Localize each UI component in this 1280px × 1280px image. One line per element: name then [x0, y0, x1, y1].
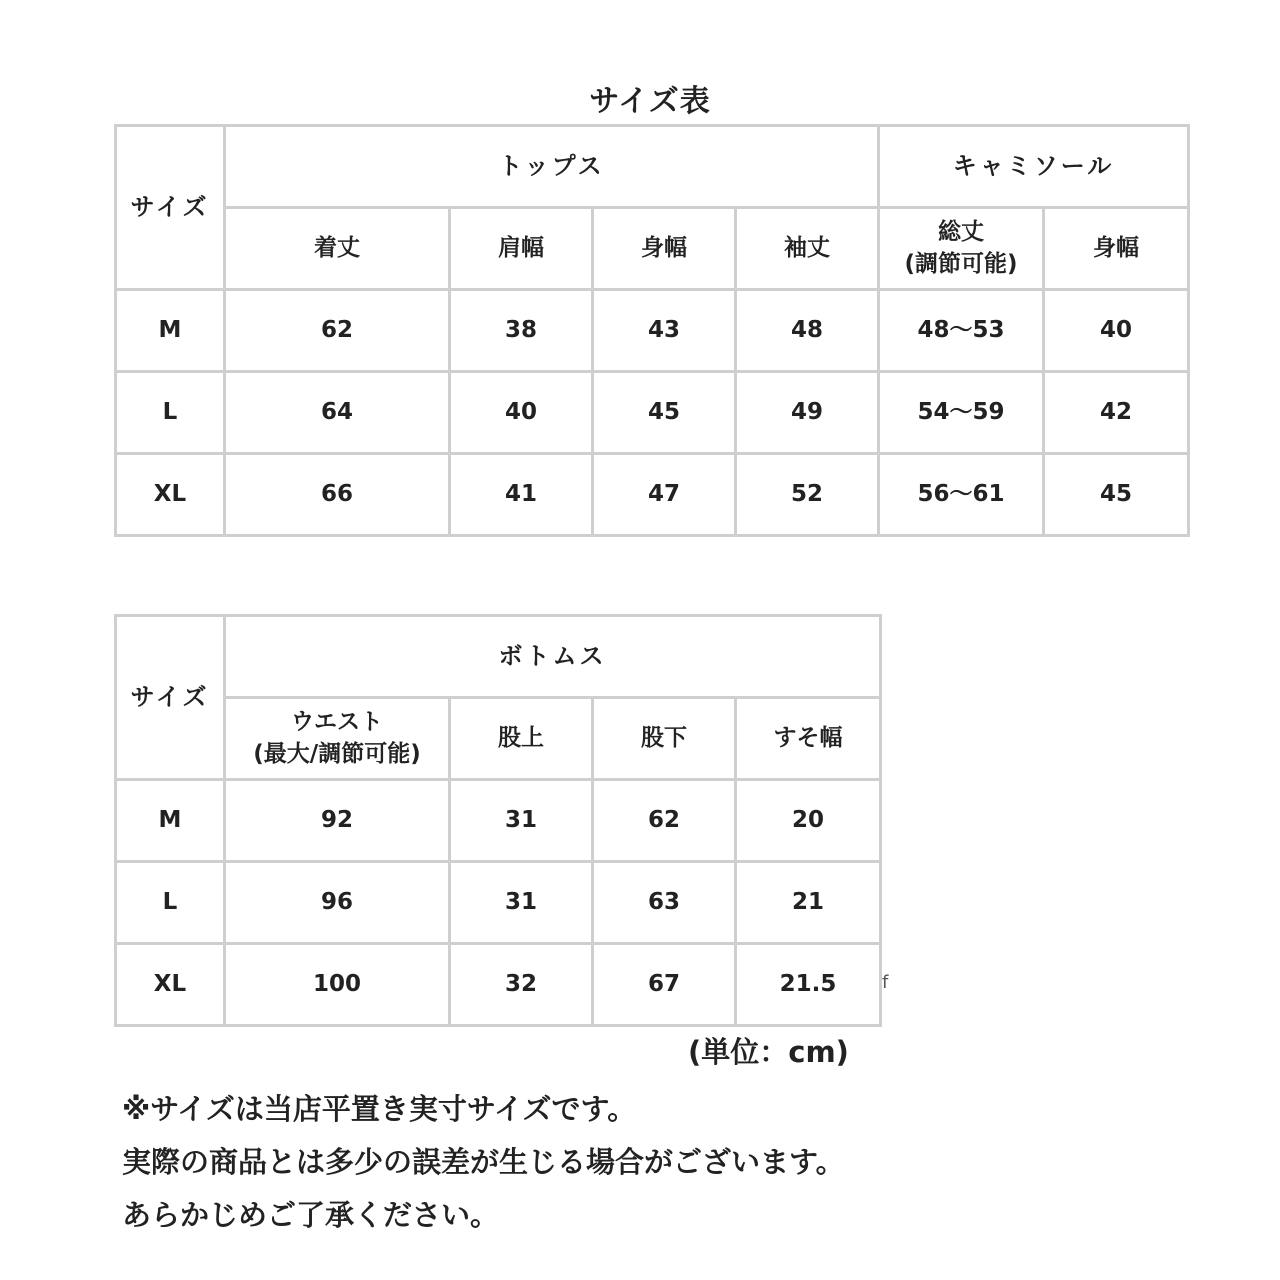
- table-cell: 31: [450, 780, 593, 862]
- table-cell: 32: [450, 944, 593, 1026]
- table-row: [116, 372, 1189, 454]
- size-header: サイズ: [116, 126, 225, 290]
- table-cell: 42: [1044, 372, 1189, 454]
- table-cell: 62: [225, 290, 450, 372]
- table-cell: 49: [736, 372, 879, 454]
- size-label: L: [116, 862, 225, 944]
- table-cell: 62: [593, 780, 736, 862]
- note-line: 実際の商品とは多少の誤差が生じる場合がございます。: [122, 1145, 845, 1179]
- table-cell: 56～61: [879, 454, 1044, 536]
- table-cell: 38: [450, 290, 593, 372]
- table-cell: 40: [1044, 290, 1189, 372]
- size-label: L: [116, 372, 225, 454]
- column-header: すそ幅: [736, 698, 881, 780]
- column-header: 肩幅: [450, 208, 593, 290]
- column-header: 股上: [450, 698, 593, 780]
- size-notes: [122, 1083, 845, 1242]
- column-header: 袖丈: [736, 208, 879, 290]
- table-row: [116, 862, 881, 944]
- table-cell: 100: [225, 944, 450, 1026]
- bottoms-size-table: [114, 614, 882, 1027]
- table-cell: 67: [593, 944, 736, 1026]
- table-cell: 54～59: [879, 372, 1044, 454]
- table-cell: 43: [593, 290, 736, 372]
- column-header-line: 総丈: [938, 219, 985, 246]
- table-cell: 64: [225, 372, 450, 454]
- table-cell: 41: [450, 454, 593, 536]
- size-label: M: [116, 290, 225, 372]
- table-cell: 40: [450, 372, 593, 454]
- group-header-tops: トップス: [225, 126, 879, 208]
- column-header-line: (調節可能): [904, 250, 1018, 277]
- column-header: 着丈: [225, 208, 450, 290]
- table-cell: 92: [225, 780, 450, 862]
- table-cell: 48: [736, 290, 879, 372]
- column-header: 股下: [593, 698, 736, 780]
- table-cell: 31: [450, 862, 593, 944]
- table-cell: 20: [736, 780, 881, 862]
- column-header-line: ウエスト: [291, 709, 383, 736]
- group-header-bottoms: ボトムス: [225, 616, 881, 698]
- column-header: [225, 698, 450, 780]
- table-cell: 96: [225, 862, 450, 944]
- table-row: [116, 454, 1189, 536]
- stray-mark: f: [882, 972, 889, 993]
- size-label: XL: [116, 454, 225, 536]
- column-header-line: (最大/調節可能): [253, 740, 421, 767]
- table-cell: 47: [593, 454, 736, 536]
- column-header: 身幅: [1044, 208, 1189, 290]
- table-cell: 45: [593, 372, 736, 454]
- table-row: [116, 290, 1189, 372]
- column-header: [879, 208, 1044, 290]
- unit-note: (単位：cm): [688, 1035, 849, 1069]
- size-label: M: [116, 780, 225, 862]
- table-cell: 21.5: [736, 944, 881, 1026]
- table-cell: 48～53: [879, 290, 1044, 372]
- group-header-camisole: キャミソール: [879, 126, 1189, 208]
- table-row: [116, 944, 881, 1026]
- size-label: XL: [116, 944, 225, 1026]
- table-cell: 52: [736, 454, 879, 536]
- note-line: ※サイズは当店平置き実寸サイズです。: [122, 1092, 637, 1126]
- table-cell: 21: [736, 862, 881, 944]
- table-cell: 66: [225, 454, 450, 536]
- column-header: 身幅: [593, 208, 736, 290]
- tops-size-table: [114, 124, 1190, 537]
- table-row: [116, 780, 881, 862]
- table-cell: 63: [593, 862, 736, 944]
- note-line: あらかじめご了承ください。: [122, 1198, 500, 1232]
- table-cell: 45: [1044, 454, 1189, 536]
- size-header: サイズ: [116, 616, 225, 780]
- page-title: サイズ表: [589, 84, 711, 119]
